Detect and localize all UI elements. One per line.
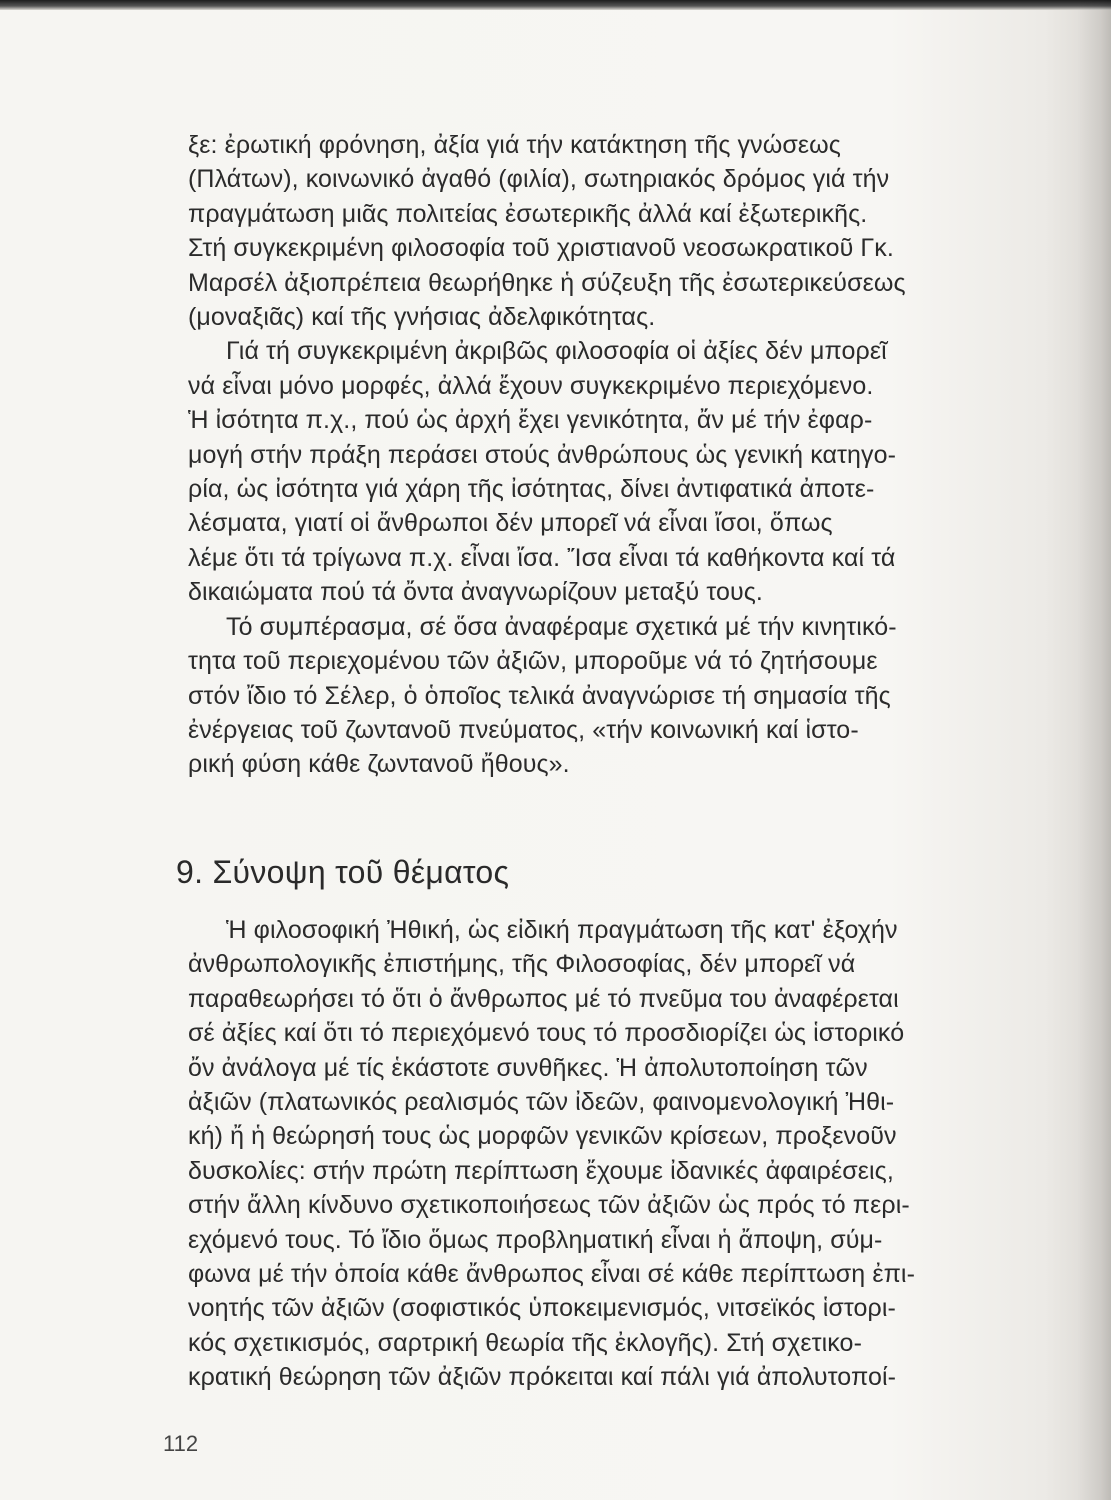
- text-line: εχόμενό τους. Τό ἴδιο ὅμως προβληματική εἶναι ἡ ἄποψη, σύμ-: [188, 1225, 883, 1254]
- text-line: ἀξιῶν (πλατωνικός ρεαλισμός τῶν ἰδεῶν, φαινομενολογική Ἠθι-: [188, 1088, 895, 1117]
- text-line: μογή στήν πράξη περάσει στούς ἀνθρώπους ὡς γενική κατηγο-: [188, 440, 897, 469]
- text-line: ἀνθρωπολογικῆς ἐπιστήμης, τῆς Φιλοσοφίας, δέν μπορεῖ νά: [188, 950, 856, 979]
- paragraph-start-line: Ἡ φιλοσοφική Ἠθική, ὡς εἰδική πραγμάτωση τῆς κατ' ἐξοχήν: [226, 916, 898, 944]
- text-line: (Πλάτων), κοινωνικό ἀγαθό (φιλία), σωτηριακός δρόμος γιά τήν: [188, 165, 890, 194]
- paragraph-start-line: Γιά τή συγκεκριμένη ἀκριβῶς φιλοσοφία οἱ ἀξίες δέν μπορεῖ: [226, 337, 887, 366]
- text-line: κός σχετικισμός, σαρτρική θεωρία τῆς ἐκλογῆς). Στή σχετικο-: [188, 1328, 862, 1357]
- section-heading: 9. Σύνοψη τοῦ θέματος: [176, 854, 510, 890]
- paragraph-start-line: Τό συμπέρασμα, σέ ὅσα ἀναφέραμε σχετικά μέ τήν κινητικό-: [226, 612, 897, 641]
- text-line: λέσματα, γιατί οἱ ἄνθρωποι δέν μπορεῖ νά εἶναι ἴσοι, ὅπως: [188, 509, 833, 538]
- text-line: (μοναξιᾶς) καί τῆς γνήσιας ἀδελφικότητας.: [188, 303, 656, 332]
- text-line: ρική φύση κάθε ζωντανοῦ ἤθους».: [188, 750, 570, 779]
- text-line: κή) ἤ ἡ θεώρησή τους ὡς μορφῶν γενικῶν κρίσεων, προξενοῦν: [188, 1122, 897, 1151]
- text-line: τητα τοῦ περιεχομένου τῶν ἀξιῶν, μποροῦμε νά τό ζητήσουμε: [188, 647, 878, 676]
- text-line: πραγμάτωση μιᾶς πολιτείας ἐσωτερικῆς ἀλλά καί ἐξωτερικῆς.: [188, 199, 868, 228]
- text-line: ὄν ἀνάλογα μέ τίς ἑκάστοτε συνθῆκες. Ἡ ἀπολυτοποίηση τῶν: [188, 1053, 868, 1082]
- text-line: δυσκολίες: στήν πρώτη περίπτωση ἔχουμε ἰδανικές ἀφαιρέσεις,: [188, 1156, 894, 1185]
- text-line: σέ ἀξίες καί ὅτι τό περιεχόμενό τους τό προσδιορίζει ὡς ἱστορικό: [188, 1019, 905, 1048]
- page-gutter-shadow: [1077, 0, 1111, 1500]
- text-line: νά εἶναι μόνο μορφές, ἀλλά ἔχουν συγκεκριμένο περιεχόμενο.: [188, 371, 874, 400]
- body-text-section-1: [188, 128, 1028, 782]
- text-line: φωνα μέ τήν ὁποία κάθε ἄνθρωπος εἶναι σέ κάθε περίπτωση ἐπι-: [188, 1260, 916, 1289]
- text-line: δικαιώματα πού τά ὄντα ἀναγνωρίζουν μεταξύ τους.: [188, 578, 763, 607]
- text-line: Στή συγκεκριμένη φιλοσοφία τοῦ χριστιανοῦ νεοσωκρατικοῦ Γκ.: [188, 234, 894, 263]
- text-line: στόν ἴδιο τό Σέλερ, ὁ ὁποῖος τελικά ἀναγνώρισε τή σημασία τῆς: [188, 681, 891, 710]
- body-text-section-2: [188, 913, 1028, 1395]
- text-line: λέμε ὅτι τά τρίγωνα π.χ. εἶναι ἴσα. Ἴσα εἶναι τά καθήκοντα καί τά: [188, 543, 896, 572]
- page-number: 112: [163, 1431, 199, 1456]
- text-line: παραθεωρήσει τό ὅτι ὁ ἄνθρωπος μέ τό πνεῦμα του ἀναφέρεται: [188, 984, 899, 1013]
- text-line: Ἡ ἰσότητα π.χ., πού ὡς ἀρχή ἔχει γενικότητα, ἄν μέ τήν ἐφαρ-: [188, 406, 873, 435]
- text-line: στήν ἄλλη κίνδυνο σχετικοποιήσεως τῶν ἀξιῶν ὡς πρός τό περι-: [188, 1191, 910, 1220]
- text-line: κρατική θεώρηση τῶν ἀξιῶν πρόκειται καί πάλι γιά ἀπολυτοποί-: [188, 1363, 897, 1392]
- text-line: ξε: ἐρωτική φρόνηση, ἀξία γιά τήν κατάκτηση τῆς γνώσεως: [188, 131, 841, 159]
- text-line: Μαρσέλ ἀξιοπρέπεια θεωρήθηκε ἡ σύζευξη τῆς ἐσωτερικεύσεως: [188, 268, 906, 297]
- text-line: ρία, ὡς ἰσότητα γιά χάρη τῆς ἰσότητας, δίνει ἀντιφατικά ἀποτε-: [188, 475, 875, 504]
- text-line: νοητής τῶν ἀξιῶν (σοφιστικός ὑποκειμενισμός, νιτσεϊκός ἱστορι-: [188, 1294, 896, 1323]
- text-line: ἐνέργειας τοῦ ζωντανοῦ πνεύματος, «τήν κοινωνική καί ἱστο-: [188, 715, 859, 744]
- scan-top-edge: [0, 0, 1111, 10]
